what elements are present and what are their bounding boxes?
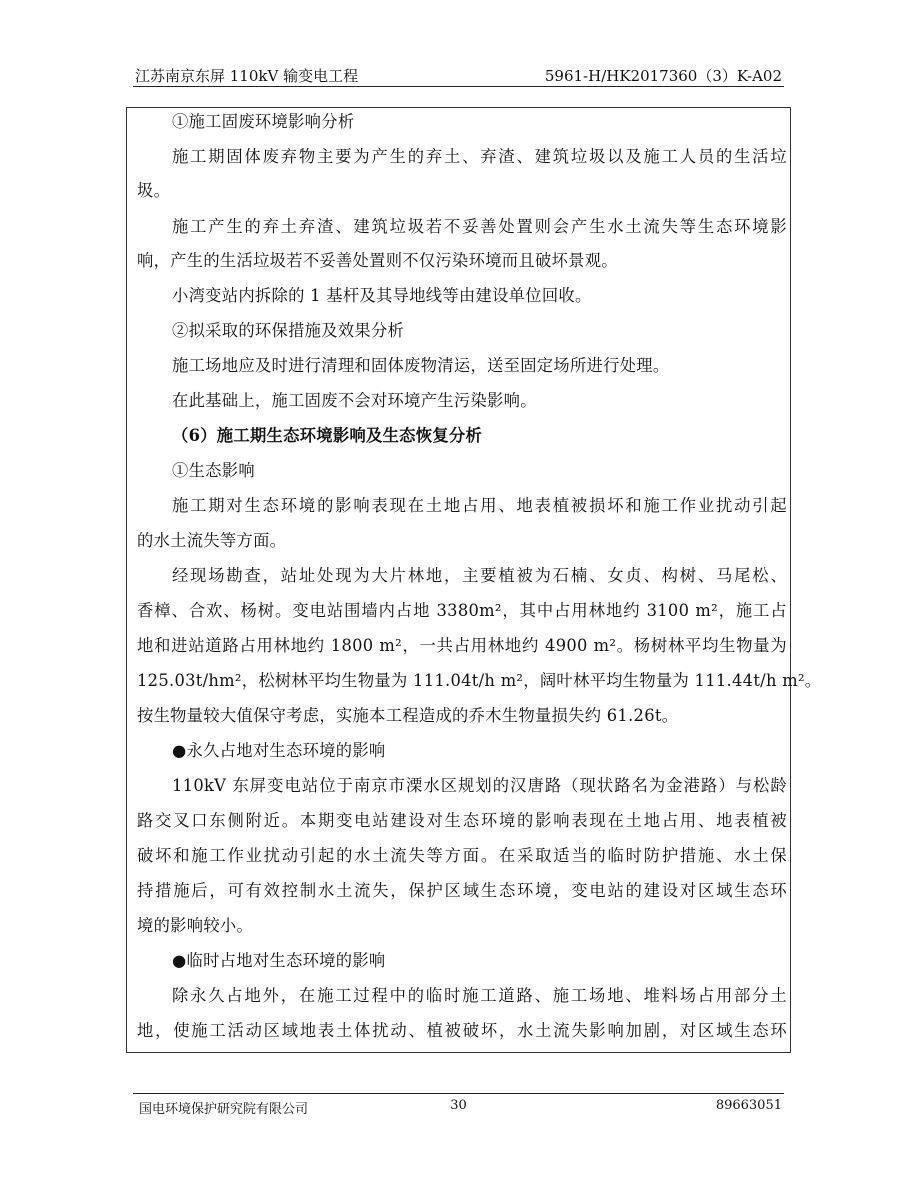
subheading-ecological-impact: ①生态影响 xyxy=(172,461,255,480)
text-line: 除永久占地外，在施工过程中的临时施工道路、施工场地、堆料场占用部分土 xyxy=(172,986,787,1005)
text-line: 地，使施工活动区域地表土体扰动、植被破坏，水土流失影响加剧，对区域生态环 xyxy=(137,1021,787,1040)
text-line: 施工场地应及时进行清理和固体废物清运，送至固定场所进行处理。 xyxy=(172,356,670,375)
text-line: 施工期固体废弃物主要为产生的弃土、弃渣、建筑垃圾以及施工人员的生活垃 xyxy=(172,147,787,166)
text-line: 在此基础上，施工固废不会对环境产生污染影响。 xyxy=(172,391,537,410)
page-number: 30 xyxy=(450,1098,467,1113)
text-line: 地和进站道路占用林地约 1800 m²，一共占用林地约 4900 m²。杨树林平均生物量为 xyxy=(137,636,787,655)
text-line: 持措施后，可有效控制水土流失，保护区域生态环境，变电站的建设对区域生态环 xyxy=(137,881,787,900)
text-line: 境的影响较小。 xyxy=(137,916,254,935)
subheading-solid-waste-impact: ①施工固废环境影响分析 xyxy=(172,112,355,131)
subheading-measures: ②拟采取的环保措施及效果分析 xyxy=(172,321,405,340)
footer-report-code: 89663051 xyxy=(715,1098,782,1113)
text-line: 施工产生的弃土弃渣、建筑垃圾若不妥善处置则会产生水土流失等生态环境影 xyxy=(172,217,787,236)
project-title: 江苏南京东屏 110kV 输变电工程 xyxy=(135,67,359,85)
footer-company: 国电环境保护研究院有限公司 xyxy=(139,1102,309,1117)
text-line: 圾。 xyxy=(137,181,171,200)
page-header xyxy=(133,62,784,87)
text-line: 125.03t/hm²，松树林平均生物量为 111.04t/h m²，阔叶林平均生物量为 111.44t/h m²。 xyxy=(137,671,822,690)
document-code: 5961-H/HK2017360（3）K-A02 xyxy=(544,67,782,85)
section-heading-ecology: （6）施工期生态环境影响及生态恢复分析 xyxy=(172,426,483,445)
text-line: 按生物量较大值保守考虑，实施本工程造成的乔木生物量损失约 61.26t。 xyxy=(137,706,679,725)
text-line: 香樟、合欢、杨树。变电站围墙内占地 3380m²，其中占用林地约 3100 m²，施工占 xyxy=(137,601,787,620)
bullet-temporary-land: ●临时占地对生态环境的影响 xyxy=(172,951,386,970)
text-line: 经现场勘查，站址处现为大片林地，主要植被为石楠、女贞、构树、马尾松、 xyxy=(172,566,787,585)
text-line: 施工期对生态环境的影响表现在土地占用、地表植被损坏和施工作业扰动引起 xyxy=(172,496,787,515)
content-frame xyxy=(126,107,822,1053)
text-line: 小湾变站内拆除的 1 基杆及其导地线等由建设单位回收。 xyxy=(172,286,592,305)
text-line: 110kV 东屏变电站位于南京市溧水区规划的汉唐路（现状路名为金港路）与松龄 xyxy=(172,776,787,795)
text-line: 路交叉口东侧附近。本期变电站建设对生态环境的影响表现在土地占用、地表植被 xyxy=(137,811,787,830)
page-footer xyxy=(133,1093,784,1118)
text-line: 的水土流失等方面。 xyxy=(137,531,287,550)
text-line: 响，产生的生活垃圾若不妥善处置则不仅污染环境而且破坏景观。 xyxy=(137,251,618,270)
bullet-permanent-land: ●永久占地对生态环境的影响 xyxy=(172,741,386,760)
text-line: 破坏和施工作业扰动引起的水土流失等方面。在采取适当的临时防护措施、水土保 xyxy=(137,846,787,865)
